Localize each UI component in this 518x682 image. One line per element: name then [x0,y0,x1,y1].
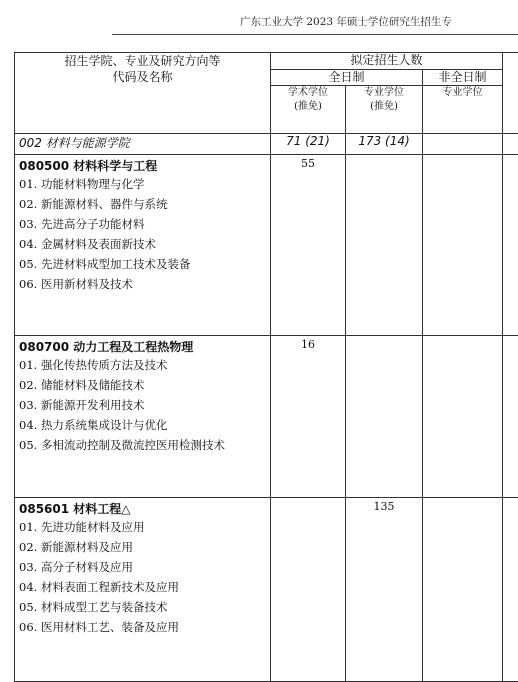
research-direction: 01. 功能材料物理与化学 [19,174,266,194]
row-cut-cell [503,155,518,336]
major-title: 080500 材料科学与工程 [19,158,266,174]
header-rule [112,34,518,35]
major-cell-085601 [15,498,271,682]
major-title: 085601 材料工程△ [19,501,266,517]
header-major-label [15,53,271,134]
row-cut-cell [503,498,518,682]
research-direction: 02. 储能材料及储能技术 [19,375,266,395]
table-row [15,498,518,682]
research-direction: 01. 先进功能材料及应用 [19,517,266,537]
header-planned-enrollment: 拟定招生人数 [271,53,503,70]
research-direction: 03. 先进高分子功能材料 [19,214,266,234]
header-academic-degree-line2: (推免) [271,100,345,114]
research-direction: 04. 材料表面工程新技术及应用 [19,577,266,597]
academic-quota: 55 [271,155,346,336]
research-direction: 02. 新能源材料、器件与系统 [19,194,266,214]
header-academic-degree-line1: 学术学位 [271,86,345,100]
professional-quota: 135 [346,498,423,682]
table-row [15,155,518,336]
research-direction: 02. 新能源材料及应用 [19,537,266,557]
major-title: 080700 动力工程及工程热物理 [19,339,266,355]
enrollment-table [14,52,518,682]
header-academic-degree [271,86,346,134]
header-part-time: 非全日制 [423,69,503,86]
table-row [15,336,518,498]
research-direction: 04. 金属材料及表面新技术 [19,234,266,254]
college-part-time-quota [423,134,503,155]
part-time-quota [423,498,503,682]
part-time-quota [423,336,503,498]
professional-quota [346,336,423,498]
header-part-time-professional: 专业学位 [423,86,503,134]
table-header-row-1 [15,53,518,70]
research-direction: 04. 热力系统集成设计与优化 [19,415,266,435]
header-professional-degree-line1: 专业学位 [346,86,422,100]
running-header: 广东工业大学 2023 年硕士学位研究生招生专 [240,14,518,29]
major-cell-080500 [15,155,271,336]
research-direction: 06. 医用材料工艺、装备及应用 [19,617,266,637]
research-direction: 06. 医用新材料及技术 [19,274,266,294]
header-full-time: 全日制 [271,69,423,86]
college-cut-cell [503,134,518,155]
major-cell-080700 [15,336,271,498]
college-academic-quota: 71 (21) [271,134,346,155]
research-direction: 01. 强化传热传质方法及技术 [19,355,266,375]
research-direction: 05. 多相流动控制及微流控医用检测技术 [19,435,266,455]
research-direction: 03. 新能源开发利用技术 [19,395,266,415]
header-major-label-line1: 招生学院、专业及研究方向等 [15,53,270,69]
research-direction: 05. 先进材料成型加工技术及装备 [19,254,266,274]
header-cut-column [503,53,518,134]
research-direction: 05. 材料成型工艺与装备技术 [19,597,266,617]
college-row [15,134,518,155]
part-time-quota [423,155,503,336]
college-name: 002 材料与能源学院 [15,134,271,155]
academic-quota: 16 [271,336,346,498]
research-direction: 03. 高分子材料及应用 [19,557,266,577]
professional-quota [346,155,423,336]
college-professional-quota: 173 (14) [346,134,423,155]
academic-quota [271,498,346,682]
header-professional-degree-line2: (推免) [346,100,422,114]
header-major-label-line2: 代码及名称 [15,69,270,85]
header-professional-degree [346,86,423,134]
row-cut-cell [503,336,518,498]
